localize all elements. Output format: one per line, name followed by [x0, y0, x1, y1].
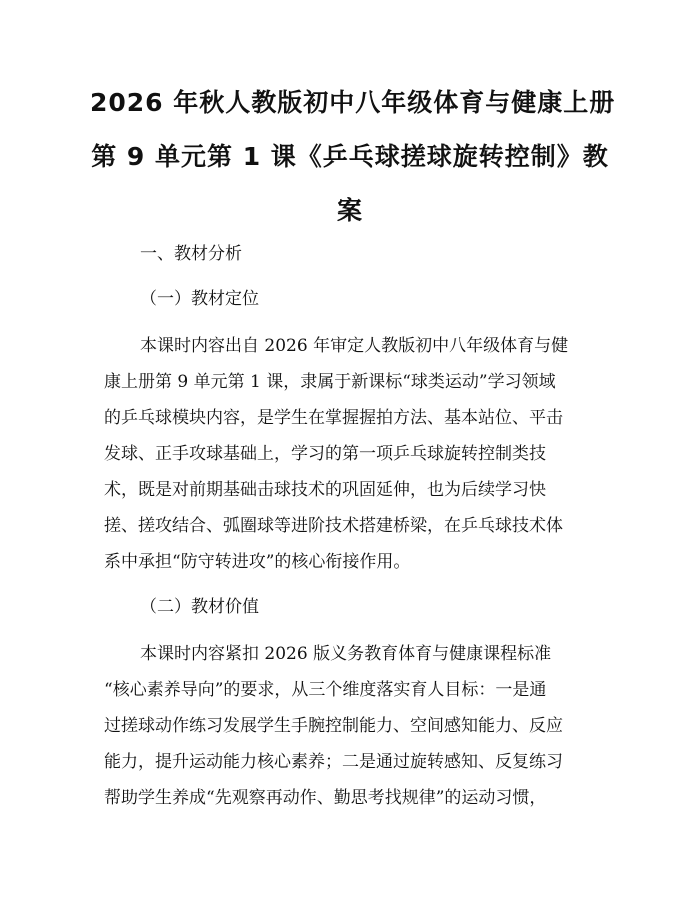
paragraph-line: 本课时内容紧扣 2026 版义务教育体育与健康课程标准	[140, 644, 552, 664]
paragraph-value	[104, 636, 600, 816]
paragraph-line: “核心素养导向”的要求，从三个维度落实育人目标：一是通	[104, 680, 547, 700]
paragraph-positioning	[104, 328, 600, 580]
paragraph-line: 搓、搓攻结合、弧圈球等进阶技术搭建桥梁，在乒乓球技术体	[104, 516, 563, 536]
paragraph-line: 术，既是对前期基础击球技术的巩固延伸，也为后续学习快	[104, 480, 546, 500]
paragraph-line: 康上册第 9 单元第 1 课，隶属于新课标“球类运动”学习领域	[104, 372, 556, 392]
subsection-heading-value: （二）教材价值	[140, 597, 259, 617]
paragraph-line: 系中承担“防守转进攻”的核心衔接作用。	[104, 552, 411, 572]
title-line-3: 案	[336, 196, 363, 225]
paragraph-line: 能力，提升运动能力核心素养；二是通过旋转感知、反复练习	[104, 752, 563, 772]
document-title	[90, 76, 616, 238]
section-heading-material-analysis: 一、教材分析	[140, 244, 242, 264]
paragraph-line: 过搓球动作练习发展学生手腕控制能力、空间感知能力、反应	[104, 716, 563, 736]
paragraph-line: 发球、正手攻球基础上，学习的第一项乒乓球旋转控制类技	[104, 444, 546, 464]
paragraph-line: 的乒乓球模块内容，是学生在掌握握拍方法、基本站位、平击	[104, 408, 563, 428]
paragraph-line: 帮助学生养成“先观察再动作、勤思考找规律”的运动习惯，	[104, 788, 547, 808]
title-line-1: 2026 年秋人教版初中八年级体育与健康上册	[90, 88, 616, 117]
paragraph-line: 本课时内容出自 2026 年审定人教版初中八年级体育与健	[140, 336, 569, 356]
title-line-2: 第 9 单元第 1 课《乒乓球搓球旋转控制》教	[91, 142, 609, 171]
subsection-heading-positioning: （一）教材定位	[140, 289, 259, 309]
